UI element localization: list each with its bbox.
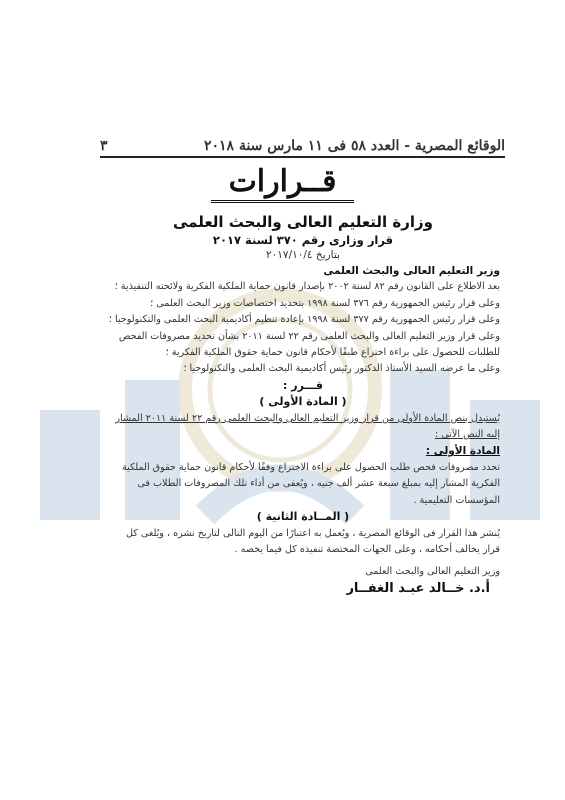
signature-name: أ.د. خــالد عبـد الغفــار [346,580,490,596]
article2-text: يُنشر هذا القرار فى الوقائع المصرية ، ويُعمل به اعتبارًا من اليوم التالى لتاريخ نشره ، ويُلغى كل قرار يخالف أحكامه ، وعلى الجهات المختصة تنفيذه كل فيما يخصه . [125,527,500,555]
amended-article-text: تحدد مصروفات فحص طلب الحصول على براءة الاختراع وفقًا لأحكام قانون حماية حقوق الملكية الفكرية المشار إليه بمبلغ سبعة عشر ألف جنيه ، ويُعفى من أداء تلك المصروفات الطلاب فى المؤسسات التعليمية . [121,461,500,506]
preamble-paragraph: بعد الاطلاع على القانون رقم ٨٢ لسنة ٢٠٠٢ بإصدار قانون حماية الملكية الفكرية ولائحته التنفيذية ؛ [114,281,500,293]
preamble-paragraph: وعلى قرار رئيس الجمهورية رقم ٣٧٧ لسنة ١٩٩٨ بإعادة تنظيم أكاديمية البحث العلمى والتكنولوجيا ؛ [108,314,500,326]
preamble-paragraph: وعلى قرار رئيس الجمهورية رقم ٣٧٦ لسنة ١٩٩٨ بتحديد اختصاصات وزير البحث العلمى ؛ [150,297,500,309]
preamble-paragraph: وعلى قرار وزير التعليم العالى والبحث العلمى رقم ٢٢ لسنة ٢٠١١ بشأن تحديد مصروفات الفحص للطلبات للحصول على براءة اختراع طبقًا لأحكام قانون حماية حقوق الملكية الفكرية ؛ [118,330,500,359]
page-header [100,132,505,154]
section-title: قــرارات [0,164,565,203]
article2-label: ( المــادة الثانية ) [256,510,350,524]
article1-label: ( المادة الأولى ) [259,395,347,409]
ministry-name: وزارة التعليم العالى والبحث العلمى [172,213,434,231]
preamble-paragraph: وعلى ما عرضه السيد الأستاذ الدكتور رئيس أكاديمية البحث العلمى والتكنولوجيا ؛ [183,363,500,375]
decision-number: قرار وزارى رقم ٣٧٠ لسنة ٢٠١٧ [212,233,394,247]
decision-date: بتاريخ ٢٠١٧/١٠/٤ [266,249,340,261]
running-title: الوقائع المصرية - العدد ٥٨ فى ١١ مارس سنة ٢٠١٨ [204,138,505,154]
header-divider [100,156,505,158]
amended-article-label: المادة الأولى : [425,445,500,458]
page-number: ٣ [100,138,108,154]
signature-title: وزير التعليم العالى والبحث العلمى [365,566,500,578]
decided-label: قـــرر : [283,378,323,392]
minister-heading: وزير التعليم العالى والبحث العلمى [323,265,500,277]
article1-text: يُستبدل بنص المادة الأولى من قرار وزير التعليم العالى والبحث العلمى رقم ٢٢ لسنة ٢٠١١ المشار إليه النص الآتى : [115,412,500,441]
decision-body [106,212,500,597]
